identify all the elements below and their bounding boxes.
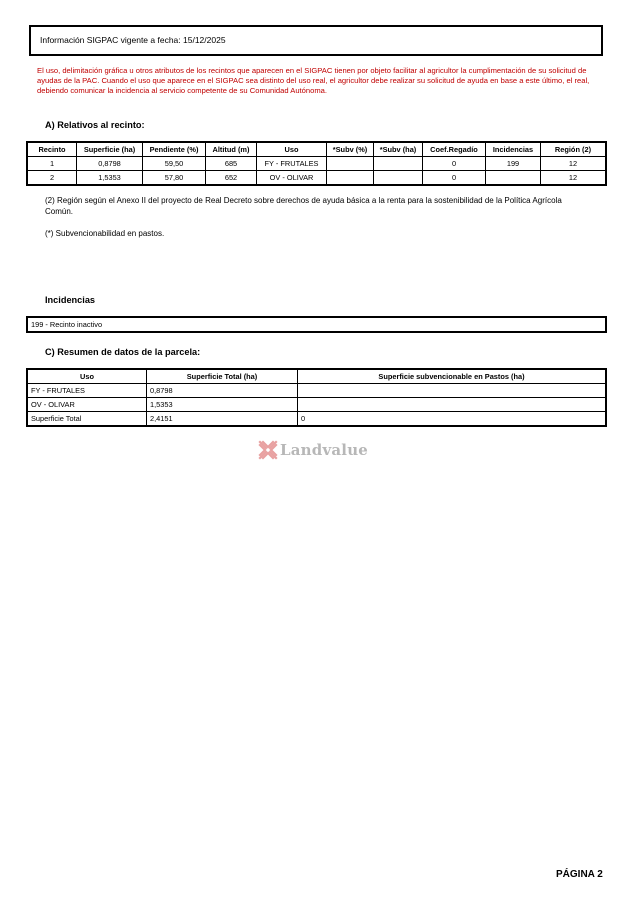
cell-pendiente: 59,50 xyxy=(143,157,206,171)
cell-uso: OV - OLIVAR xyxy=(27,398,147,412)
col-subv-pct: *Subv (%) xyxy=(327,142,374,157)
sigpac-info-date: 15/12/2025 xyxy=(183,35,226,45)
col-superficie: Superficie (ha) xyxy=(77,142,143,157)
cell-superficie-total: 1,5353 xyxy=(147,398,298,412)
table-row xyxy=(27,412,606,427)
section-a-title: A) Relativos al recinto: xyxy=(45,120,145,130)
col-superficie-pastos: Superficie subvencionable en Pastos (ha) xyxy=(298,369,607,384)
cell-subv-ha xyxy=(374,157,423,171)
cell-altitud: 652 xyxy=(206,171,257,186)
cell-pendiente: 57,80 xyxy=(143,171,206,186)
cell-superficie: 0,8798 xyxy=(77,157,143,171)
cell-region: 12 xyxy=(541,171,607,186)
sigpac-notice: El uso, delimitación gráfica u otros atributos de los recintos que aparecen en el SIGPAC tienen por objeto facilitar al agricultor la cumplimentación de su solicitud de ayudas de la PAC. Cuando el uso que aparece en el SIGPAC sea distinto del uso real, el agricultor debe realizar su solicitud de ayuda en base a este último, el real, debiendo comunicar la incidencia al servicio competente de su Comunidad Autónoma. xyxy=(37,66,590,95)
recinto-table xyxy=(26,141,607,186)
region-note: (2) Región según el Anexo II del proyecto de Real Decreto sobre derechos de ayuda básica a la renta para la sostenibilidad de la Política Agrícola Común. xyxy=(45,196,562,216)
cell-subv-pct xyxy=(327,171,374,186)
landvalue-logo-text: Landvalue xyxy=(280,441,369,459)
cell-subv-ha xyxy=(374,171,423,186)
table-row xyxy=(27,157,606,171)
cell-recinto: 1 xyxy=(27,157,77,171)
incidencias-box xyxy=(26,316,607,333)
recinto-header-row xyxy=(27,142,606,157)
cell-superficie: 1,5353 xyxy=(77,171,143,186)
cell-superficie-total: 0,8798 xyxy=(147,384,298,398)
col-altitud: Altitud (m) xyxy=(206,142,257,157)
cell-superficie-total: 2,4151 xyxy=(147,412,298,427)
cell-incidencias: 199 xyxy=(486,157,541,171)
cell-superficie-pastos xyxy=(298,384,607,398)
cell-coef-regadio: 0 xyxy=(423,171,486,186)
landvalue-logo xyxy=(258,440,368,460)
cell-uso: FY - FRUTALES xyxy=(257,157,327,171)
table-row xyxy=(27,384,606,398)
cell-superficie-pastos xyxy=(298,398,607,412)
incidencias-title: Incidencias xyxy=(45,295,96,305)
resumen-table xyxy=(26,368,607,427)
col-coef-regadio: Coef.Regadío xyxy=(423,142,486,157)
col-region: Región (2) xyxy=(541,142,607,157)
cell-superficie-pastos: 0 xyxy=(298,412,607,427)
table-row xyxy=(27,171,606,186)
cell-uso: OV - OLIVAR xyxy=(257,171,327,186)
incidencia-text: 199 - Recinto inactivo xyxy=(31,320,103,329)
col-pendiente: Pendiente (%) xyxy=(143,142,206,157)
cell-uso: FY - FRUTALES xyxy=(27,384,147,398)
cell-incidencias xyxy=(486,171,541,186)
sigpac-info-label: Información SIGPAC vigente a fecha: xyxy=(40,35,181,45)
cell-coef-regadio: 0 xyxy=(423,157,486,171)
col-uso: Uso xyxy=(27,369,147,384)
resumen-header-row xyxy=(27,369,606,384)
col-subv-ha: *Subv (ha) xyxy=(374,142,423,157)
cell-subv-pct xyxy=(327,157,374,171)
col-recinto: Recinto xyxy=(27,142,77,157)
sigpac-info-box xyxy=(29,25,603,56)
cell-uso: Superficie Total xyxy=(27,412,147,427)
cell-altitud: 685 xyxy=(206,157,257,171)
section-c-title: C) Resumen de datos de la parcela: xyxy=(45,347,201,357)
cell-recinto: 2 xyxy=(27,171,77,186)
subv-note: (*) Subvencionabilidad en pastos. xyxy=(45,229,165,238)
col-superficie-total: Superficie Total (ha) xyxy=(147,369,298,384)
table-row xyxy=(27,398,606,412)
cell-region: 12 xyxy=(541,157,607,171)
col-incidencias: Incidencias xyxy=(486,142,541,157)
col-uso: Uso xyxy=(257,142,327,157)
landvalue-x-logo-icon xyxy=(258,440,278,460)
page-number: PÁGINA 2 xyxy=(556,869,603,880)
